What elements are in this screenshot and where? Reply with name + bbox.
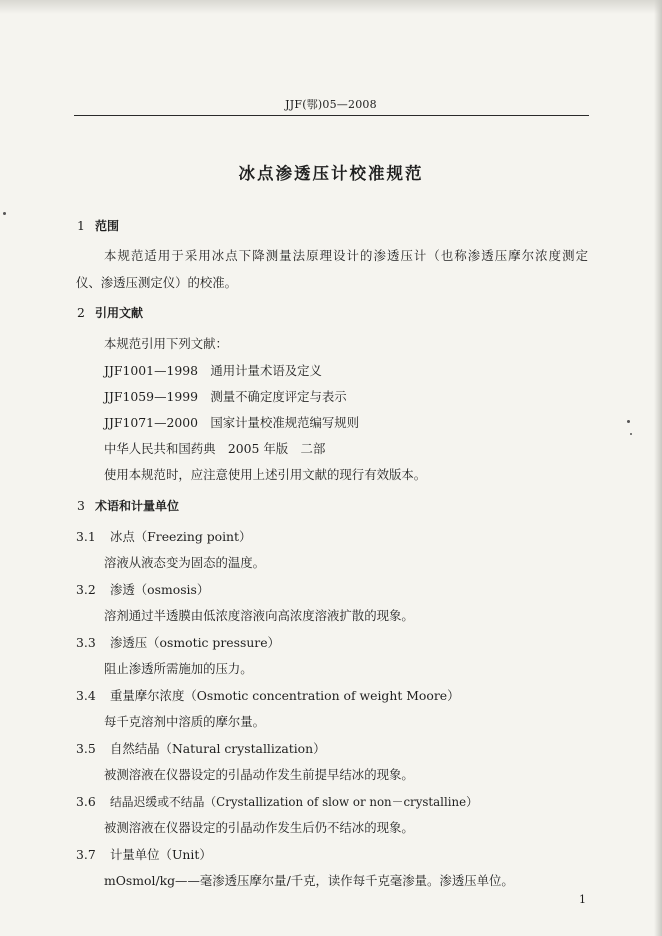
scan-edge-top <box>0 0 662 14</box>
term-title: 自然结晶（Natural crystallization） <box>110 741 326 756</box>
term-title: 计量单位（Unit） <box>110 847 212 862</box>
section-number: 2 <box>77 305 85 320</box>
term-definition: 溶剂通过半透膜由低浓度溶液向高浓度溶液扩散的现象。 <box>104 608 414 623</box>
scan-edge-right <box>654 0 662 936</box>
term-title: 冰点（Freezing point） <box>110 529 252 544</box>
term-definition: 每千克溶剂中溶质的摩尔量。 <box>104 714 266 729</box>
scan-speck <box>627 420 630 423</box>
header-rule <box>74 115 589 116</box>
reference-item: JJF1001—1998 通用计量术语及定义 <box>104 363 322 378</box>
section-heading: 范围 <box>95 219 120 233</box>
term-definition: 被测溶液在仪器设定的引晶动作发生后仍不结冰的现象。 <box>104 820 414 835</box>
section-heading: 引用文献 <box>95 306 144 320</box>
term-number: 3.1 <box>76 529 96 544</box>
section-number: 1 <box>77 218 85 233</box>
paragraph-line: 本规范引用下列文献： <box>104 336 228 351</box>
page-title: 冰点渗透压计校准规范 <box>238 164 424 183</box>
term-title: 渗透压（osmotic pressure） <box>110 635 280 650</box>
paragraph-line: 本规范适用于采用冰点下降测量法原理设计的渗透压计（也称渗透压摩尔浓度测定 <box>104 248 588 263</box>
term-number: 3.6 <box>76 794 96 809</box>
term-number: 3.7 <box>76 847 96 862</box>
term-number: 3.2 <box>76 582 96 597</box>
term-title: 重量摩尔浓度（Osmotic concentration of weight Moore） <box>110 688 460 703</box>
term-title: 结晶迟缓或不结晶（Crystallization of slow or non－crystalline） <box>110 795 478 809</box>
term-definition: 阻止渗透所需施加的压力。 <box>104 661 253 676</box>
reference-item: 中华人民共和国药典 2005 年版 二部 <box>104 441 326 456</box>
term-number: 3.3 <box>76 635 96 650</box>
document-code: JJF(鄂)05—2008 <box>285 98 377 111</box>
section-heading: 术语和计量单位 <box>95 499 180 513</box>
term-definition: mOsmol/kg——毫渗透压摩尔量/千克，读作每千克毫渗量。渗透压单位。 <box>104 873 514 888</box>
term-number: 3.4 <box>76 688 96 703</box>
term-number: 3.5 <box>76 741 96 756</box>
paragraph-line: 使用本规范时，应注意使用上述引用文献的现行有效版本。 <box>104 467 427 482</box>
term-title: 渗透（osmosis） <box>110 582 210 597</box>
term-definition: 溶液从液态变为固态的温度。 <box>104 555 266 570</box>
scan-speck <box>3 212 6 215</box>
scan-speck <box>630 433 632 435</box>
term-definition: 被测溶液在仪器设定的引晶动作发生前提早结冰的现象。 <box>104 767 414 782</box>
reference-item: JJF1071—2000 国家计量校准规范编写规则 <box>104 415 360 430</box>
section-number: 3 <box>77 498 85 513</box>
reference-item: JJF1059—1999 测量不确定度评定与表示 <box>104 389 347 404</box>
page-number: 1 <box>579 893 586 906</box>
paragraph-line: 仪、渗透压测定仪）的校准。 <box>76 275 238 290</box>
